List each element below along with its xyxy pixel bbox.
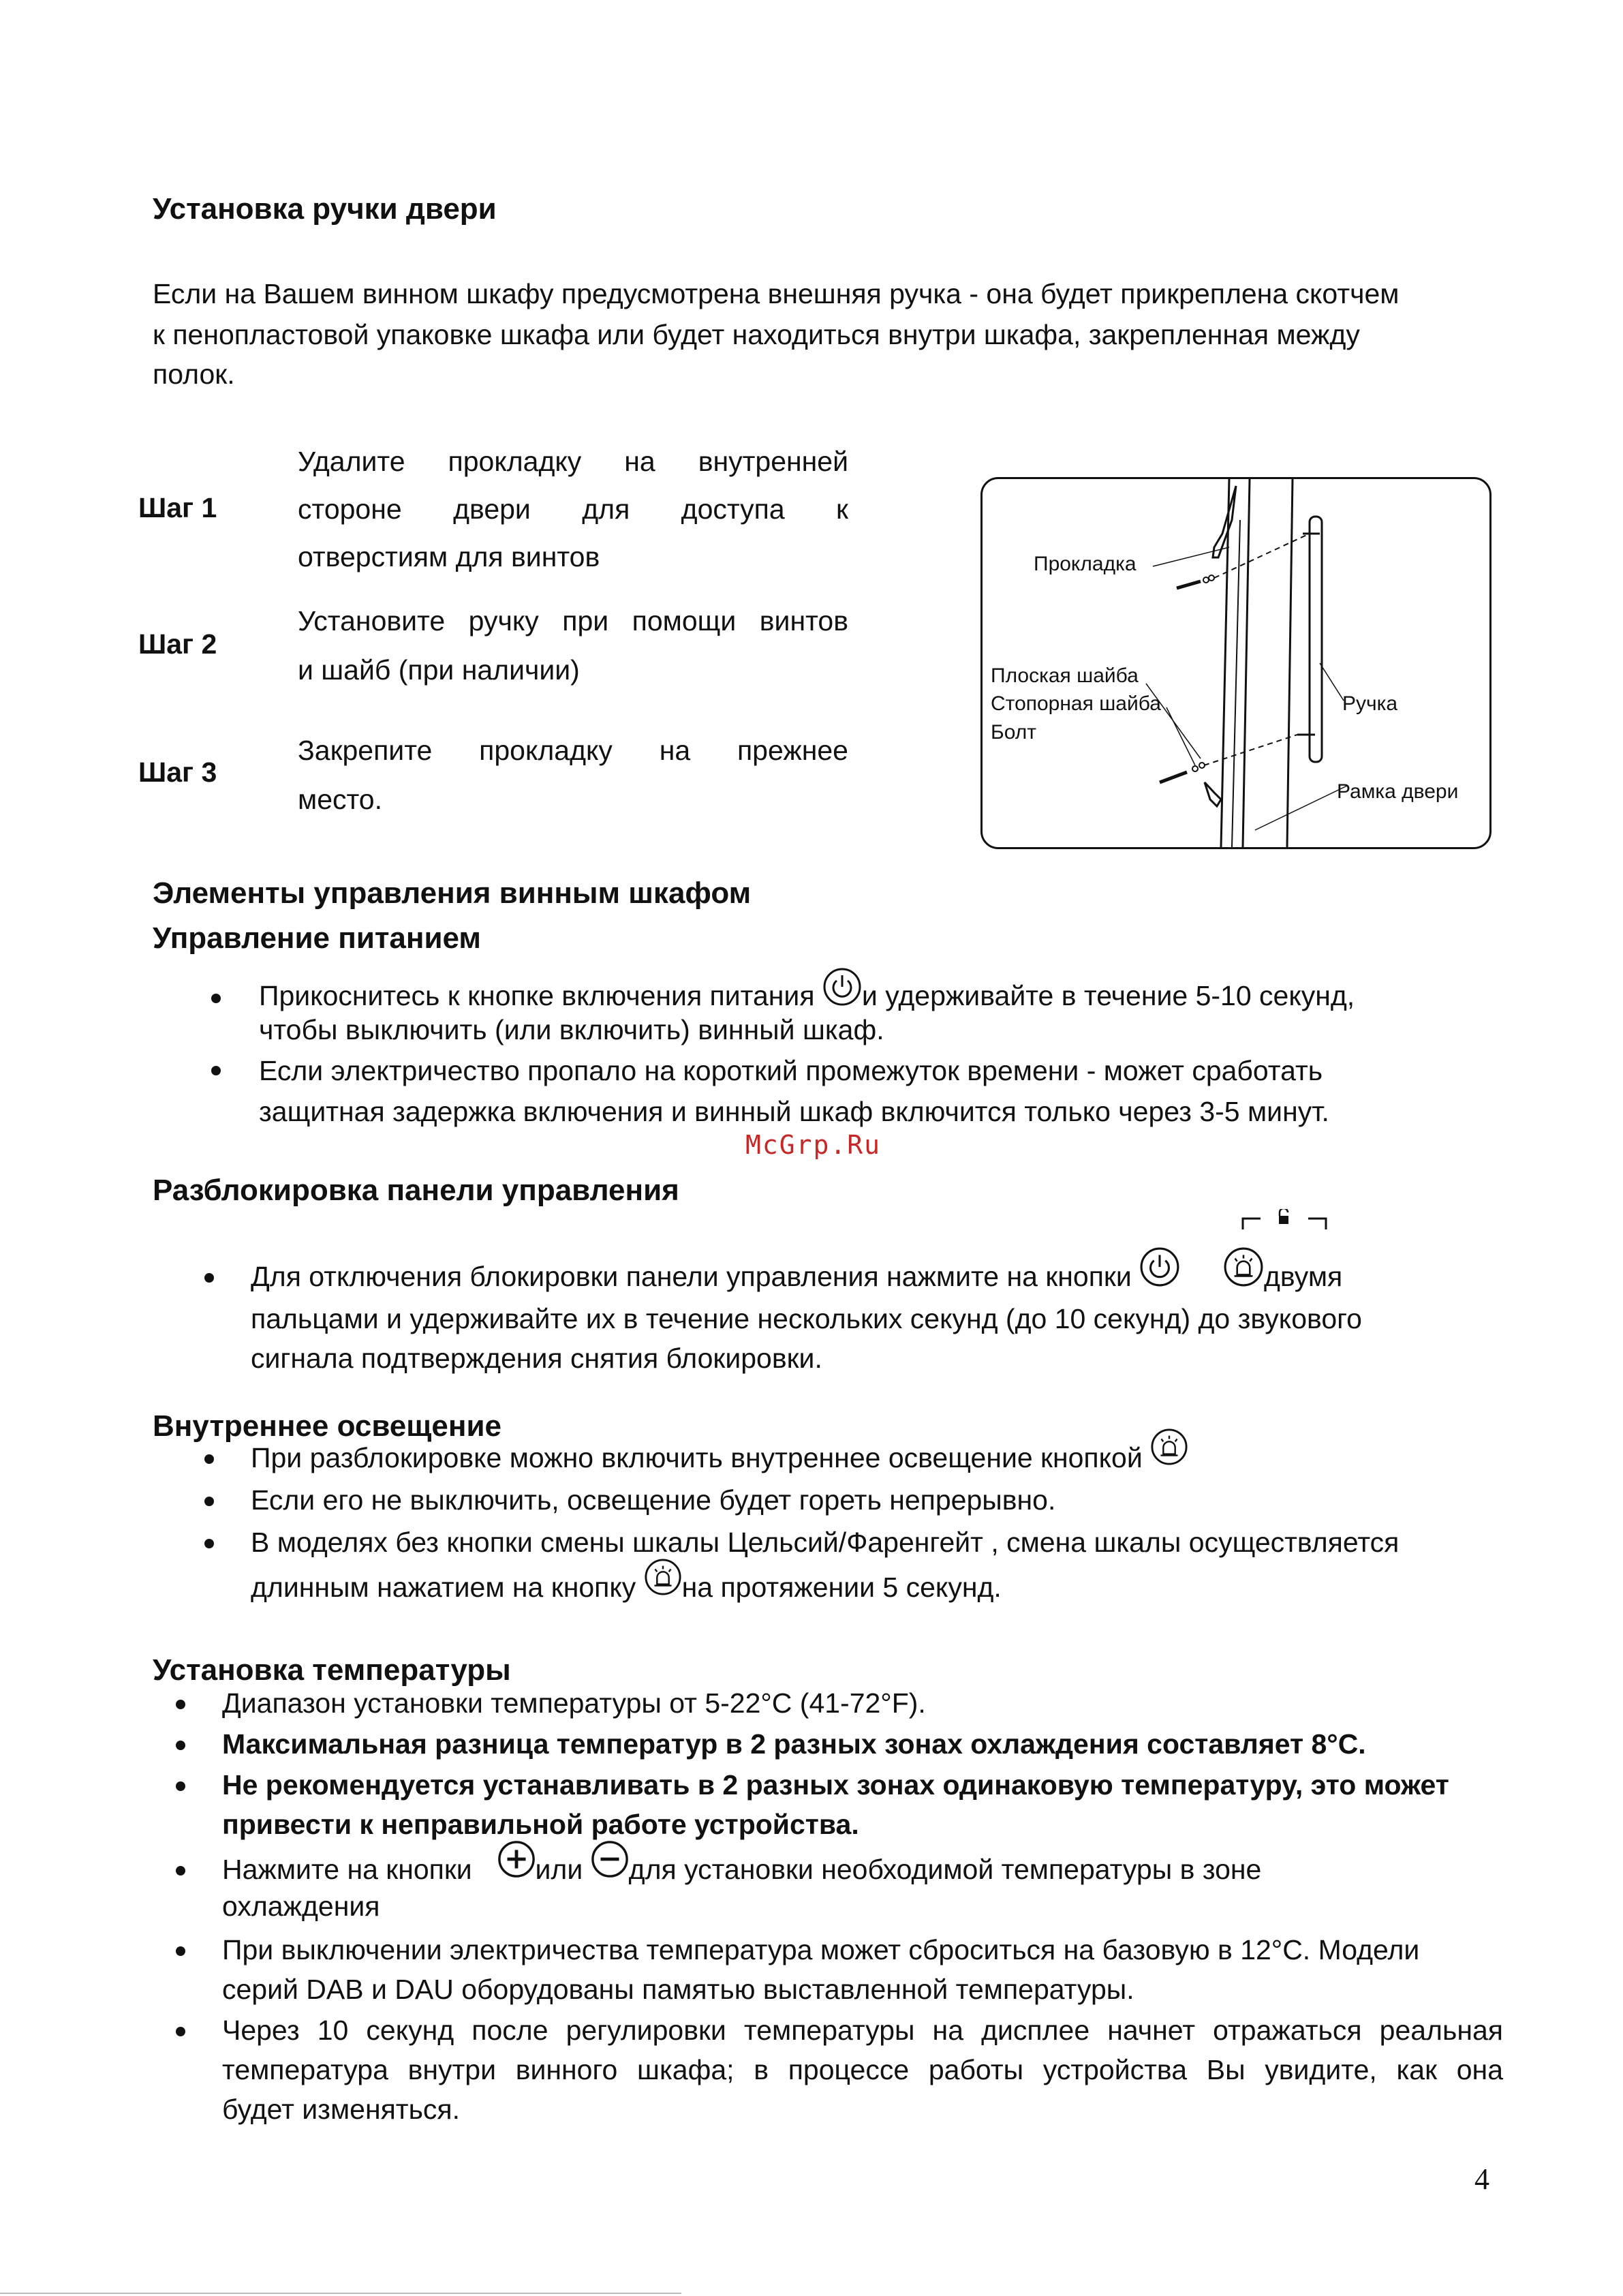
door-handle-diagram (980, 477, 1491, 849)
step-1-line-2: стороне двери для доступа к (298, 493, 848, 525)
plus-icon (497, 1840, 536, 1888)
label-door-frame: Рамка двери (1337, 780, 1459, 803)
step-1-line-1: Удалите прокладку на внутренней (298, 446, 848, 477)
power-bullet-1-line-2: чтобы выключить (или включить) винный шкаф. (259, 1014, 884, 1045)
temp-bullet-5-line-2: серий DAB и DAU оборудованы памятью выставленной температуры. (222, 1974, 1134, 2005)
power-bullet-2-line-2: защитная задержка включения и винный шкаф включится только через 3-5 минут. (259, 1096, 1329, 1127)
light-bullet-3-line-2 (251, 1567, 1002, 1607)
temp-bullet-4-or: или (535, 1854, 583, 1885)
watermark: McGrp.Ru (745, 1130, 882, 1160)
temp-bullet-3-line-2: привести к неправильной работе устройства. (222, 1809, 859, 1840)
unlock-bullet-1-line-2: пальцами и удерживайте их в течение нескольких секунд (до 10 секунд) до звукового (251, 1303, 1362, 1334)
temp-bullet-6-line-3: будет изменяться. (222, 2094, 461, 2125)
step-2-line-1: Установите ручку при помощи винтов (298, 605, 848, 637)
bullet (176, 1741, 185, 1750)
section-title-door-handle: Установка ручки двери (153, 192, 497, 226)
temp-bullet-4-line-2: охлаждения (222, 1891, 380, 1922)
temp-bullet-4-post: для установки необходимой температуры в зоне (628, 1854, 1262, 1885)
subsection-title-unlock: Разблокировка панели управления (153, 1174, 679, 1207)
bullet (204, 1539, 214, 1548)
label-lock-washer: Стопорная шайба (991, 692, 1161, 715)
subsection-title-power: Управление питанием (153, 921, 481, 955)
light-bullet-3-pre: длинным нажатием на кнопку (251, 1572, 636, 1603)
step-3-label: Шаг 3 (138, 756, 217, 788)
step-1-label: Шаг 1 (138, 492, 217, 523)
step-2-label: Шаг 2 (138, 628, 217, 660)
label-gasket: Прокладка (1034, 553, 1137, 575)
power-bullet-2-line-1: Если электричество пропало на короткий промежуток времени - может сработать (259, 1055, 1323, 1086)
unlock-bullet-1-pre: Для отключения блокировки панели управления нажмите на кнопки (251, 1261, 1132, 1292)
subsection-title-temperature: Установка температуры (153, 1653, 511, 1687)
temp-bullet-2: Максимальная разница температур в 2 разных зонах охлаждения составляет 8°C. (222, 1728, 1366, 1760)
bullet (204, 1273, 214, 1283)
label-handle: Ручка (1342, 692, 1398, 715)
step-3-line-1: Закрепите прокладку на прежнее (298, 735, 848, 766)
label-flat-washer: Плоская шайба (991, 664, 1139, 687)
power-icon (822, 967, 862, 1017)
bullet (176, 1866, 185, 1876)
bullet (176, 1700, 185, 1709)
bullet (211, 1066, 221, 1075)
bullet (176, 1781, 185, 1791)
bullet (176, 1946, 185, 1956)
light-bullet-3-post: на протяжении 5 секунд. (681, 1572, 1002, 1603)
bullet (176, 2027, 185, 2036)
minus-icon (591, 1840, 629, 1888)
bullet (211, 994, 221, 1003)
unlock-bullet-1-line-3: сигнала подтверждения снятия блокировки. (251, 1343, 822, 1374)
light-icon (1150, 1428, 1188, 1476)
temp-bullet-1: Диапазон установки температуры от 5-22°C (41-72°F). (222, 1687, 926, 1719)
intro-line-1: Если на Вашем винном шкафу предусмотрена внешняя ручка - она будет прикреплена скотчем (153, 278, 1400, 309)
light-icon (1223, 1246, 1264, 1298)
unlock-bullet-1-post: двумя (1263, 1261, 1343, 1292)
page-number: 4 (1474, 2162, 1489, 2196)
step-3-line-2: место. (298, 784, 383, 815)
power-bullet-1-post: и удерживайте в течение 5-10 секунд, (861, 980, 1355, 1011)
bullet (204, 1454, 214, 1464)
light-bullet-1 (251, 1438, 1188, 1478)
power-bullet-1-pre: Прикоснитесь к кнопке включения питания (259, 980, 815, 1011)
unlock-bullet-1 (251, 1257, 1342, 1298)
temp-bullet-5-line-1: При выключении электричества температура может сброситься на базовую в 12°C. Модели (222, 1934, 1420, 1965)
light-bullet-1-text: При разблокировке можно включить внутреннее освещение кнопкой (251, 1442, 1143, 1473)
subsection-title-light: Внутреннее освещение (153, 1409, 501, 1443)
light-bullet-2: Если его не выключить, освещение будет гореть непрерывно. (251, 1484, 1056, 1516)
lock-icon (1240, 1209, 1329, 1236)
step-1-line-3: отверстиям для винтов (298, 541, 600, 572)
intro-line-2: к пенопластовой упаковке шкафа или будет находиться внутри шкафа, закрепленная между (153, 319, 1360, 350)
temp-bullet-6-line-1: Через 10 секунд после регулировки температуры на дисплее начнет отражаться реальная (222, 2015, 1503, 2046)
temp-bullet-4-pre: Нажмите на кнопки (222, 1854, 472, 1885)
section-title-controls: Элементы управления винным шкафом (153, 876, 752, 910)
light-icon (644, 1558, 682, 1606)
step-2-line-2: и шайб (при наличии) (298, 654, 580, 686)
temp-bullet-3-line-1: Не рекомендуется устанавливать в 2 разных зонах одинаковую температуру, это может (222, 1769, 1449, 1801)
label-bolt: Болт (991, 721, 1036, 744)
power-icon (1139, 1246, 1180, 1298)
temp-bullet-6-line-2: температура внутри винного шкафа; в процессе работы устройства Вы увидите, как она (222, 2054, 1503, 2085)
temp-bullet-4 (222, 1850, 1261, 1889)
intro-line-3: полок. (153, 358, 235, 390)
light-bullet-3-line-1: В моделях без кнопки смены шкалы Цельсий/Фаренгейт , смена шкалы осуществляется (251, 1527, 1400, 1558)
footer-rule (0, 2293, 681, 2294)
bullet (204, 1497, 214, 1506)
